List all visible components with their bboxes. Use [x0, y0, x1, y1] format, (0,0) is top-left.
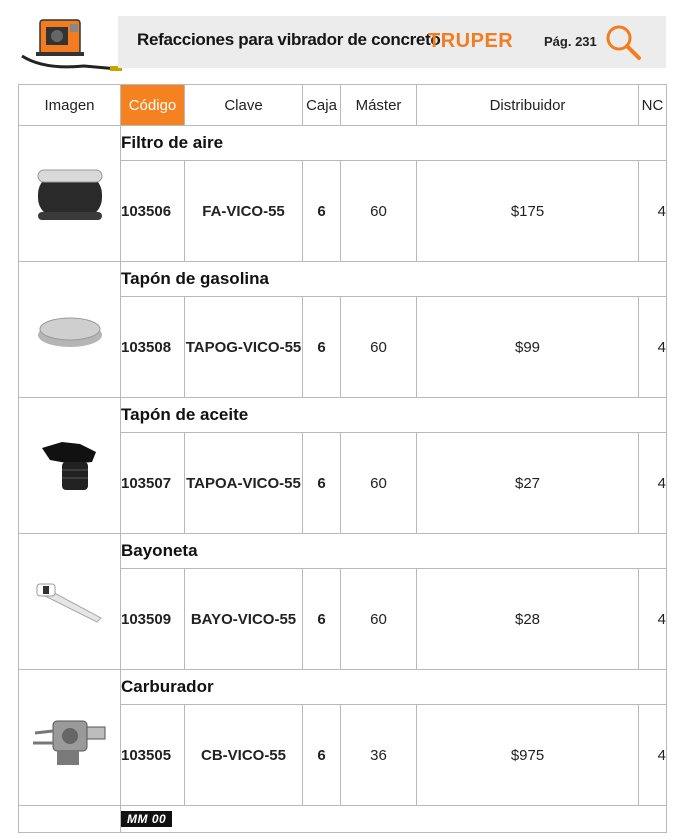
carburetor-image [19, 670, 121, 806]
table-row [19, 262, 667, 297]
mm-badge: MM 00 [121, 811, 172, 827]
table-row [19, 398, 667, 433]
page-title: Refacciones para vibrador de concreto [137, 30, 441, 49]
part-nc: 4 [639, 297, 667, 398]
brand-logo: TRUPER [428, 30, 514, 52]
part-caja: 6 [303, 705, 341, 806]
column-header-distribuidor: Distribuidor [417, 85, 639, 126]
part-nc: 4 [639, 433, 667, 534]
footer-cell [121, 806, 667, 833]
column-header-master: Máster [341, 85, 417, 126]
magnifier-icon[interactable] [603, 22, 643, 62]
column-header-imagen: Imagen [19, 85, 121, 126]
part-clave: FA-VICO-55 [185, 161, 303, 262]
part-clave: BAYO-VICO-55 [185, 569, 303, 670]
part-name: Carburador [121, 670, 667, 705]
part-name: Tapón de aceite [121, 398, 667, 433]
part-caja: 6 [303, 297, 341, 398]
part-price: $175 [417, 161, 639, 262]
footer-empty-cell [19, 806, 121, 833]
part-code: 103507 [121, 433, 185, 534]
column-header-codigo[interactable]: Código [121, 85, 185, 126]
part-name: Bayoneta [121, 534, 667, 569]
concrete-vibrator-product-image [14, 12, 126, 74]
table-footer-row [19, 806, 667, 833]
column-header-caja: Caja [303, 85, 341, 126]
part-price: $975 [417, 705, 639, 806]
part-nc: 4 [639, 569, 667, 670]
part-caja: 6 [303, 569, 341, 670]
part-master: 60 [341, 161, 417, 262]
oil-cap-image [19, 398, 121, 534]
air-filter-image [19, 126, 121, 262]
part-caja: 6 [303, 433, 341, 534]
part-price: $99 [417, 297, 639, 398]
part-price: $28 [417, 569, 639, 670]
part-name: Filtro de aire [121, 126, 667, 161]
bayonet-image [19, 534, 121, 670]
table-row [19, 534, 667, 569]
part-nc: 4 [639, 161, 667, 262]
part-price: $27 [417, 433, 639, 534]
table-header-row [19, 85, 667, 126]
part-master: 60 [341, 297, 417, 398]
column-header-nc: NC [639, 85, 667, 126]
part-clave: TAPOA-VICO-55 [185, 433, 303, 534]
part-master: 60 [341, 569, 417, 670]
part-code: 103508 [121, 297, 185, 398]
part-nc: 4 [639, 705, 667, 806]
page-number: Pág. 231 [544, 34, 597, 49]
part-clave: TAPOG-VICO-55 [185, 297, 303, 398]
table-row [19, 126, 667, 161]
part-code: 103506 [121, 161, 185, 262]
parts-table [18, 84, 667, 833]
part-code: 103509 [121, 569, 185, 670]
table-row [19, 670, 667, 705]
column-header-clave: Clave [185, 85, 303, 126]
part-name: Tapón de gasolina [121, 262, 667, 297]
gas-cap-image [19, 262, 121, 398]
part-master: 36 [341, 705, 417, 806]
part-master: 60 [341, 433, 417, 534]
part-caja: 6 [303, 161, 341, 262]
part-code: 103505 [121, 705, 185, 806]
part-clave: CB-VICO-55 [185, 705, 303, 806]
